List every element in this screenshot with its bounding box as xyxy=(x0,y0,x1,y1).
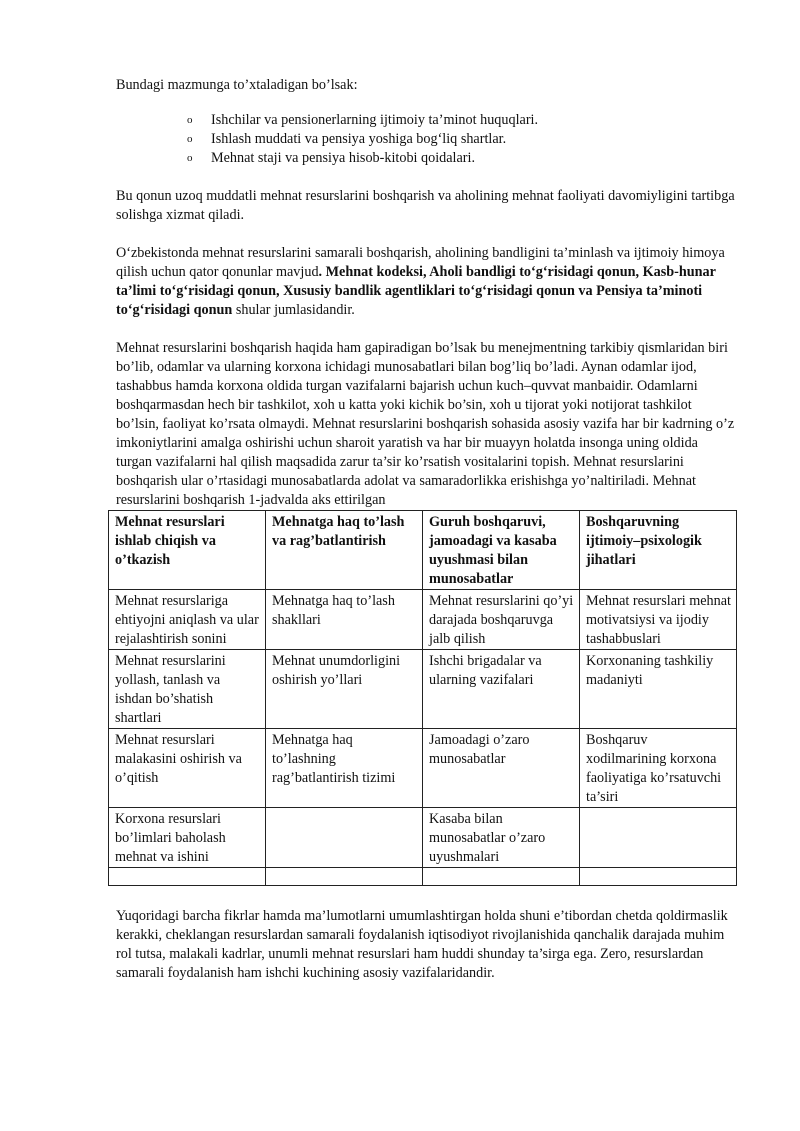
list-item-text: Ishchilar va pensionerlarning ijtimoiy ta’minot huquqlari. xyxy=(211,112,539,128)
table-cell xyxy=(266,808,423,868)
table-empty-cell xyxy=(109,868,266,886)
table-cell: Jamoadagi o’zaro munosabatlar xyxy=(423,729,580,808)
table-header-cell: Mehnat resurslari ishlab chiqish va o’tkazish xyxy=(109,511,266,590)
table-cell: Ishchi brigadalar va ularning vazifalari xyxy=(423,650,580,729)
document-page xyxy=(116,76,736,983)
hr-management-table xyxy=(108,510,737,886)
table-cell: Mehnat unumdorligini oshirish yo’llari xyxy=(266,650,423,729)
table-row xyxy=(109,808,737,868)
table-row xyxy=(109,650,737,729)
table-header-cell: Boshqaruvning ijtimoiy–psixologik jihatlari xyxy=(580,511,737,590)
list-item-text: Mehnat staji va pensiya hisob-kitobi qoidalari. xyxy=(211,150,475,166)
paragraph-law-purpose: Bu qonun uzoq muddatli mehnat resurslarini boshqarish va aholining mehnat faoliyati davomiyligini tartibga solishga xizmat qiladi. xyxy=(116,188,735,223)
table-empty-cell xyxy=(266,868,423,886)
table-cell: Korxonaning tashkiliy madaniyti xyxy=(580,650,737,729)
table-header-row xyxy=(109,511,737,590)
list-item xyxy=(116,149,736,168)
table-empty-cell xyxy=(580,868,737,886)
table-header-cell: Guruh boshqaruvi, jamoadagi va kasaba uyushmasi bilan munosabatlar xyxy=(423,511,580,590)
table-cell xyxy=(580,808,737,868)
list-item-text: Ishlash muddati va pensiya yoshiga bog‘liq shartlar. xyxy=(211,131,507,147)
table-cell: Mehnat resurslari mehnat motivatsiysi va ijodiy tashabbuslari xyxy=(580,590,737,650)
table-cell: Mehnatga haq to’lash shakllari xyxy=(266,590,423,650)
bullet-marker: o xyxy=(187,133,193,145)
laws-outro-text: shular jumlasidandir. xyxy=(232,302,355,318)
bullet-marker: o xyxy=(187,114,193,126)
intro-paragraph: Bundagi mazmunga to’xtaladigan bo’lsak: xyxy=(116,77,358,93)
table-cell: Boshqaruv xodilmarining korxona faoliyatiga ko’rsatuvchi ta’siri xyxy=(580,729,737,808)
laws-intro-text: O‘zbekistonda mehnat resurslarini samarali boshqarish, aholining bandligini ta’minlash va ijtimoiy himoya qilish uchun qator qonunlar mavjud xyxy=(116,245,725,280)
table-cell: Mehnat resurslarini yollash, tanlash va ishdan bo’shatish shartlari xyxy=(109,650,266,729)
list-item xyxy=(116,130,736,149)
table-empty-row xyxy=(109,868,737,886)
table-cell: Kasaba bilan munosabatlar o’zaro uyushmalari xyxy=(423,808,580,868)
paragraph-hr-management: Mehnat resurslarini boshqarish haqida ham gapiradigan bo’lsak bu menejmentning tarkibiy qismlaridan biri bo’lib, odamlar va ularning korxona ichidagi munosabatlari bilan bog’liq bo’ladi. Aynan odamlar ijod, tashabbus hamda korxona oldida turgan vazifalarni bajarish uchun kuch–quvvat manbaidir. Odamlarni boshqarmasdan hech bir tashkilot, xoh u katta yoki kichik bo’sin, xoh u tijorat yoki notijorat tashkilot bo’lsin, faoliyat ko’rsata olmaydi. Mehnat resurslarini boshqarish sohasida asosiy vazifa har bir kadrning o’z imkoniytlarini amalga oshirishi uchun sharoit yaratish va har bir muayyn holatda insonga uning oldida turgan vazifalarni hal qilish maqsadida zarur ta’sir ko’rsatish vositalarini topish. Mehnat resurslarini boshqarish ular o’rtasidagi munosabatlarda adolat va samaradorlikka erishishga yo’naltiriladi. Mehnat resurslarini boshqarish 1-jadvalda aks ettirilgan xyxy=(116,340,735,508)
table-row xyxy=(109,590,737,650)
list-item xyxy=(116,111,736,130)
paragraph-laws xyxy=(116,244,736,320)
table-empty-cell xyxy=(423,868,580,886)
table-cell: Korxona resurslari bo’limlari baholash mehnat va ishini xyxy=(109,808,266,868)
table-header-cell: Mehnatga haq to’lash va rag’batlantirish xyxy=(266,511,423,590)
table-cell: Mehnat resurslarini qo’yi darajada boshqaruvga jalb qilish xyxy=(423,590,580,650)
table-cell: Mehnat resurslari malakasini oshirish va o’qitish xyxy=(109,729,266,808)
table-cell: Mehnatga haq to’lashning rag’batlantirish tizimi xyxy=(266,729,423,808)
table-row xyxy=(109,729,737,808)
paragraph-conclusion: Yuqoridagi barcha fikrlar hamda ma’lumotlarni umumlashtirgan holda shuni e’tibordan chetda qoldirmaslik kerakki, cheklangan resurslardan samarali foydalanish iqtisodiyot rivojlanishida qanchalik darajada muhim rol tutsa, malakali kadrlar, unumli mehnat resurslari ham huddi shunday ta’sirga ega. Zero, resurslardan samarali foydalanish ham ishchi kuchining asosiy vazifalaridandir. xyxy=(116,908,728,981)
laws-list-bold: . Mehnat kodeksi, Aholi bandligi to‘g‘risidagi qonun, Kasb-hunar ta’limi to‘g‘risidagi qonun, Xususiy bandlik agentliklari to‘g‘risidagi qonun va Pensiya ta’minoti to‘g‘risidagi qonun xyxy=(116,264,716,318)
bullet-list xyxy=(116,111,736,168)
table-cell: Mehnat resurslariga ehtiyojni aniqlash va ular rejalashtirish sonini xyxy=(109,590,266,650)
bullet-marker: o xyxy=(187,152,193,164)
